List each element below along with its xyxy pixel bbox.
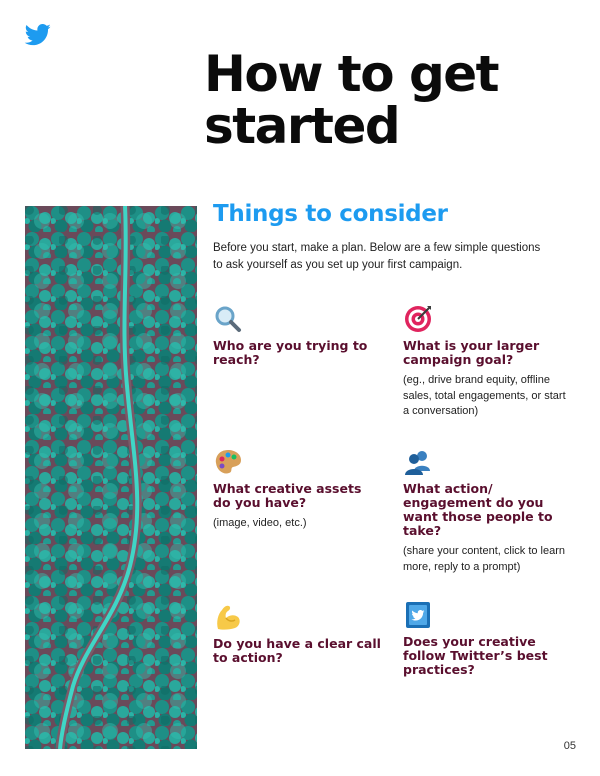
question-campaign-goal [403, 304, 573, 420]
palette-icon [213, 447, 243, 477]
question-heading: What is your larger campaign goal? [403, 338, 540, 367]
magnifying-glass-icon [213, 304, 243, 334]
section-title: Things to consider [213, 201, 448, 227]
title-line-1: How to get [204, 45, 499, 103]
twitter-book-icon [403, 600, 433, 630]
question-desired-action [403, 447, 573, 575]
question-heading: What creative assets do you have? [213, 481, 362, 510]
question-heading: What action/ engagement do you want those people to take? [403, 481, 553, 538]
question-detail: (eg., drive brand equity, offline sales, total engagements, or start a conversation) [403, 374, 566, 417]
page-number: 05 [563, 740, 576, 752]
flexed-arm-icon [213, 602, 243, 632]
question-heading: Does your creative follow Twitter’s best practices? [403, 634, 548, 677]
question-creative-assets [213, 447, 383, 532]
question-who-to-reach [213, 304, 383, 367]
question-heading: Who are you trying to reach? [213, 338, 368, 367]
aerial-forest-road-image [25, 206, 197, 749]
question-detail: (image, video, etc.) [213, 517, 307, 529]
question-heading: Do you have a clear call to action? [213, 636, 381, 665]
people-icon [403, 447, 433, 477]
question-call-to-action [213, 602, 383, 665]
page-title [204, 45, 499, 155]
twitter-bird-icon [24, 24, 52, 46]
intro-text: Before you start, make a plan. Below are a few simple questions to ask yourself as you set up your first campaign. [213, 242, 541, 271]
title-line-2: started [204, 97, 400, 155]
question-detail: (share your content, click to learn more, reply to a prompt) [403, 545, 566, 573]
target-icon [403, 304, 433, 334]
question-best-practices [403, 600, 573, 677]
